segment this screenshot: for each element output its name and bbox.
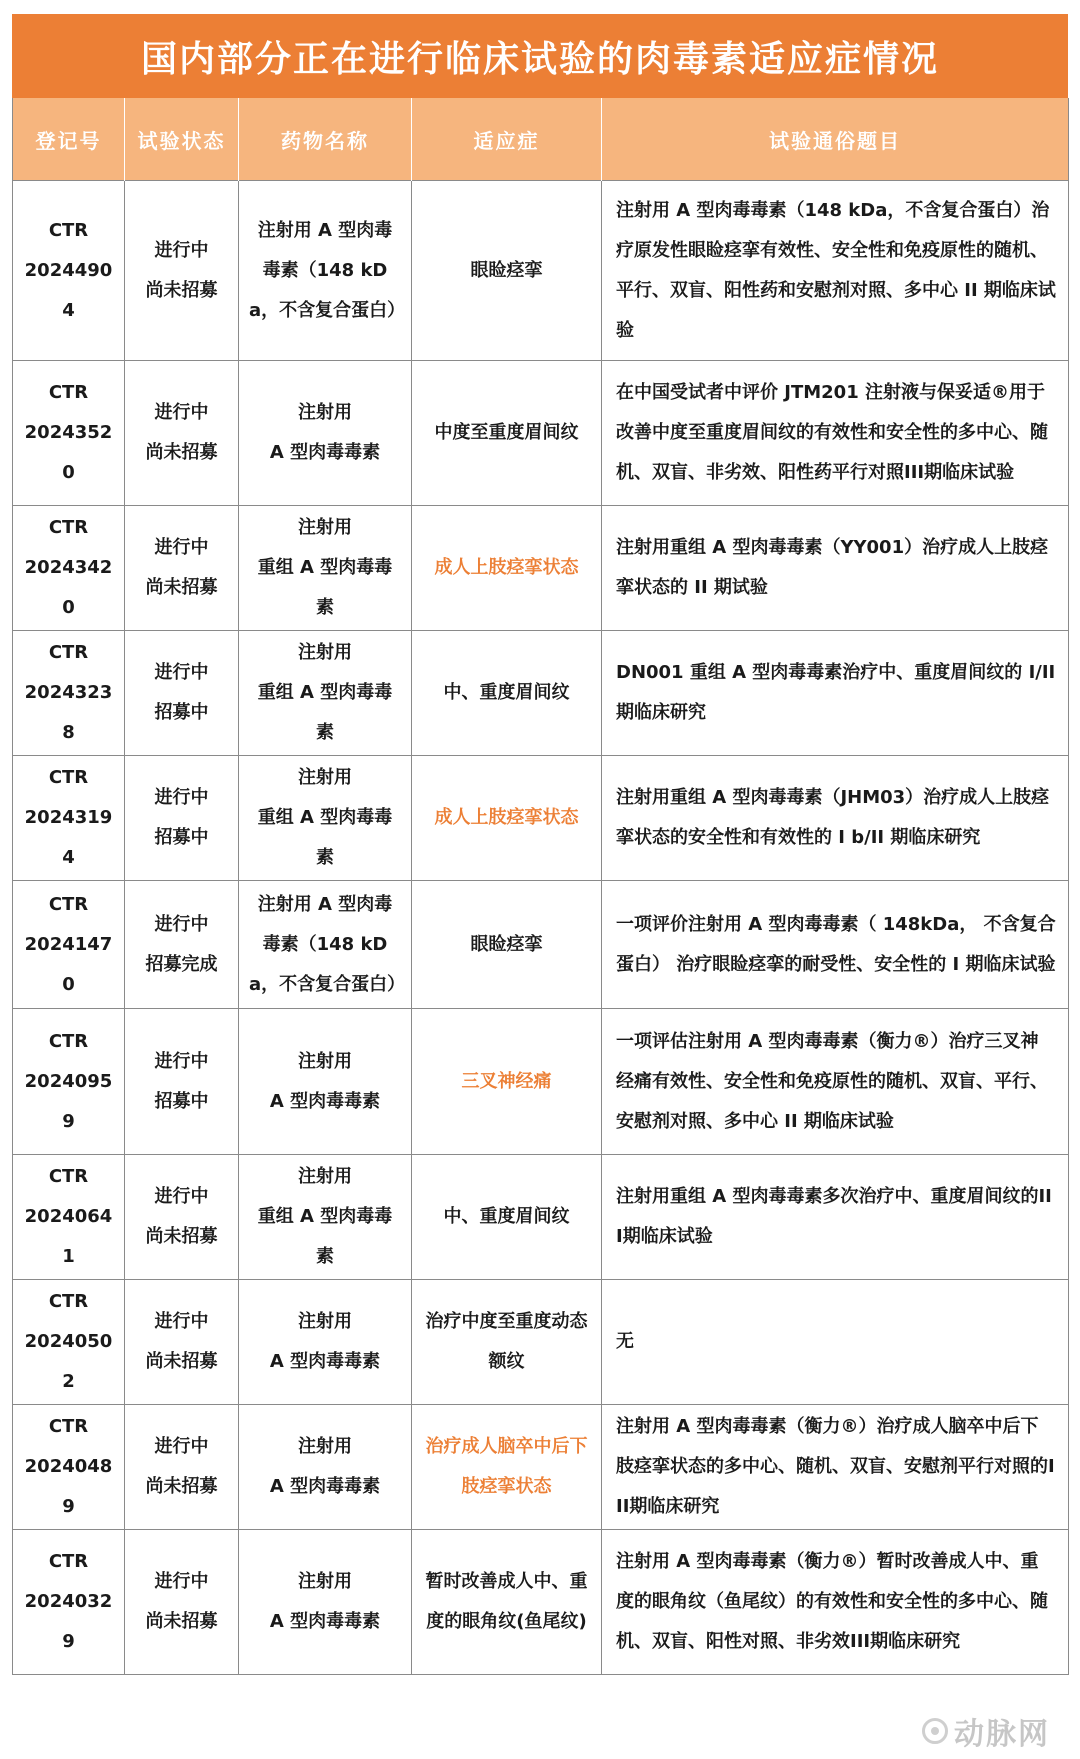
table-row xyxy=(13,631,1069,756)
table-row xyxy=(13,1530,1069,1675)
header-status: 试验状态 xyxy=(125,98,239,181)
study-title-cell: 无 xyxy=(602,1280,1069,1405)
trial-status-cell: 进行中 招募中 xyxy=(125,756,239,881)
indication-cell: 中、重度眉间纹 xyxy=(412,1155,602,1280)
table-row xyxy=(13,1405,1069,1530)
trial-status-cell: 进行中 尚未招募 xyxy=(125,506,239,631)
study-title-cell: 注射用 A 型肉毒毒素（148 kDa，不含复合蛋白）治疗原发性眼睑痉挛有效性、安全性和免疫原性的随机、平行、双盲、阳性药和安慰剂对照、多中心 II 期临床试验 xyxy=(602,181,1069,361)
registration-number-cell: CTR 20243520 xyxy=(13,361,125,506)
indication-cell: 暂时改善成人中、重度的眼角纹(鱼尾纹) xyxy=(412,1530,602,1675)
registration-number-cell: CTR 20240489 xyxy=(13,1405,125,1530)
drug-name-cell: 注射用 A 型肉毒毒素（148 kDa，不含复合蛋白） xyxy=(239,181,412,361)
study-title-cell: 注射用重组 A 型肉毒毒素（YY001）治疗成人上肢痉挛状态的 II 期试验 xyxy=(602,506,1069,631)
header-indication: 适应症 xyxy=(412,98,602,181)
table-row xyxy=(13,506,1069,631)
table-row xyxy=(13,1155,1069,1280)
indication-cell: 眼睑痉挛 xyxy=(412,881,602,1009)
study-title-cell: 一项评价注射用 A 型肉毒毒素（ 148kDa， 不含复合蛋白） 治疗眼睑痉挛的耐受性、安全性的 I 期临床试验 xyxy=(602,881,1069,1009)
registration-number-cell: CTR 20244904 xyxy=(13,181,125,361)
indication-cell: 中度至重度眉间纹 xyxy=(412,361,602,506)
trial-status-cell: 进行中 招募完成 xyxy=(125,881,239,1009)
drug-name-cell: 注射用 A 型肉毒毒素 xyxy=(239,361,412,506)
header-drug: 药物名称 xyxy=(239,98,412,181)
table-row xyxy=(13,181,1069,361)
registration-number-cell: CTR 20240959 xyxy=(13,1009,125,1155)
table-sheet xyxy=(12,14,1068,1746)
trial-status-cell: 进行中 尚未招募 xyxy=(125,361,239,506)
drug-name-cell: 注射用 重组 A 型肉毒毒素 xyxy=(239,1155,412,1280)
study-title-cell: 在中国受试者中评价 JTM201 注射液与保妥适®用于改善中度至重度眉间纹的有效性和安全性的多中心、随机、双盲、非劣效、阳性药平行对照III期临床试验 xyxy=(602,361,1069,506)
trial-status-cell: 进行中 尚未招募 xyxy=(125,181,239,361)
study-title-cell: 注射用重组 A 型肉毒毒素（JHM03）治疗成人上肢痉挛状态的安全性和有效性的 I b/II 期临床研究 xyxy=(602,756,1069,881)
page-title: 国内部分正在进行临床试验的肉毒素适应症情况 xyxy=(12,14,1068,98)
table-row xyxy=(13,1009,1069,1155)
drug-name-cell: 注射用 重组 A 型肉毒毒素 xyxy=(239,756,412,881)
indication-cell: 成人上肢痉挛状态 xyxy=(412,506,602,631)
indication-cell: 三叉神经痛 xyxy=(412,1009,602,1155)
study-title-cell: 注射用 A 型肉毒毒素（衡力®）暂时改善成人中、重度的眼角纹（鱼尾纹）的有效性和安全性的多中心、随机、双盲、阳性对照、非劣效III期临床研究 xyxy=(602,1530,1069,1675)
study-title-cell: 注射用重组 A 型肉毒毒素多次治疗中、重度眉间纹的III期临床试验 xyxy=(602,1155,1069,1280)
trial-status-cell: 进行中 尚未招募 xyxy=(125,1280,239,1405)
header-study-title: 试验通俗题目 xyxy=(602,98,1069,181)
registration-number-cell: CTR 20243194 xyxy=(13,756,125,881)
indication-cell: 眼睑痉挛 xyxy=(412,181,602,361)
trial-status-cell: 进行中 尚未招募 xyxy=(125,1405,239,1530)
study-title-cell: DN001 重组 A 型肉毒毒素治疗中、重度眉间纹的 I/II 期临床研究 xyxy=(602,631,1069,756)
drug-name-cell: 注射用 重组 A 型肉毒毒素 xyxy=(239,506,412,631)
study-title-cell: 一项评估注射用 A 型肉毒毒素（衡力®）治疗三叉神经痛有效性、安全性和免疫原性的随机、双盲、平行、安慰剂对照、多中心 II 期临床试验 xyxy=(602,1009,1069,1155)
trials-table xyxy=(12,98,1069,1675)
watermark xyxy=(922,1709,1050,1753)
drug-name-cell: 注射用 A 型肉毒毒素（148 kDa，不含复合蛋白） xyxy=(239,881,412,1009)
registration-number-cell: CTR 20241470 xyxy=(13,881,125,1009)
trial-status-cell: 进行中 尚未招募 xyxy=(125,1155,239,1280)
drug-name-cell: 注射用 A 型肉毒毒素 xyxy=(239,1405,412,1530)
trial-status-cell: 进行中 招募中 xyxy=(125,631,239,756)
drug-name-cell: 注射用 A 型肉毒毒素 xyxy=(239,1009,412,1155)
table-row xyxy=(13,1280,1069,1405)
drug-name-cell: 注射用 重组 A 型肉毒毒素 xyxy=(239,631,412,756)
registration-number-cell: CTR 20243420 xyxy=(13,506,125,631)
indication-cell: 成人上肢痉挛状态 xyxy=(412,756,602,881)
registration-number-cell: CTR 20240329 xyxy=(13,1530,125,1675)
trial-status-cell: 进行中 尚未招募 xyxy=(125,1530,239,1675)
trial-status-cell: 进行中 招募中 xyxy=(125,1009,239,1155)
header-registration: 登记号 xyxy=(13,98,125,181)
registration-number-cell: CTR 20243238 xyxy=(13,631,125,756)
watermark-text: 动脉网 xyxy=(954,1717,1050,1752)
drug-name-cell: 注射用 A 型肉毒毒素 xyxy=(239,1280,412,1405)
study-title-cell: 注射用 A 型肉毒毒素（衡力®）治疗成人脑卒中后下肢痉挛状态的多中心、随机、双盲、安慰剂平行对照的III期临床研究 xyxy=(602,1405,1069,1530)
indication-cell: 治疗成人脑卒中后下肢痉挛状态 xyxy=(412,1405,602,1530)
table-row xyxy=(13,756,1069,881)
drug-name-cell: 注射用 A 型肉毒毒素 xyxy=(239,1530,412,1675)
indication-cell: 治疗中度至重度动态额纹 xyxy=(412,1280,602,1405)
registration-number-cell: CTR 20240641 xyxy=(13,1155,125,1280)
table-row xyxy=(13,361,1069,506)
registration-number-cell: CTR 20240502 xyxy=(13,1280,125,1405)
indication-cell: 中、重度眉间纹 xyxy=(412,631,602,756)
watermark-logo-icon xyxy=(922,1718,948,1744)
table-row xyxy=(13,881,1069,1009)
header-row xyxy=(13,98,1069,181)
